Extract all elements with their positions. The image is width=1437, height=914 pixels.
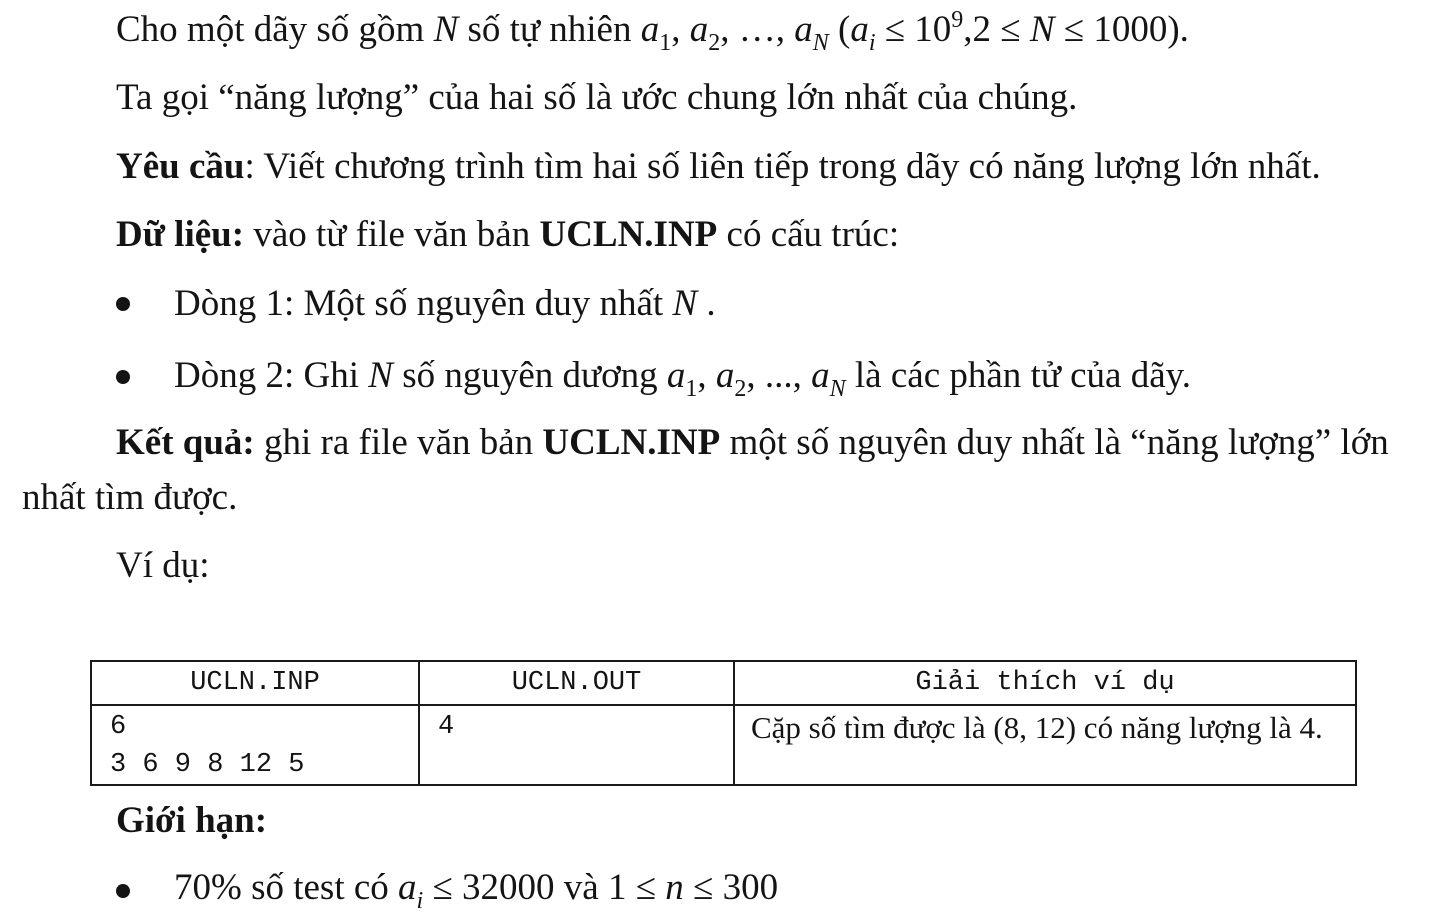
limits-heading: Giới hạn:: [116, 800, 268, 841]
header-output: UCLN.OUT: [419, 661, 734, 705]
limit-item: 70% số test có $a_i \le 32000$ và 1 ≤ n ≤ 300: [174, 867, 779, 914]
example-explanation-text: Cặp số tìm được là (8, 12) có năng lượng là 4.: [751, 710, 1323, 745]
seq-a2: $a_2$: [689, 9, 721, 56]
bullet-dot: [116, 297, 130, 311]
example-output-cell: [419, 705, 734, 785]
input-line1-spec: Dòng 1: Một số nguyên duy nhất N .: [174, 283, 716, 324]
requirement-label: Yêu cầu: [116, 146, 245, 187]
example-input-line2: 3 6 9 8 12 5: [110, 750, 305, 780]
seq-a2: $a_2$: [715, 355, 747, 402]
bullet-dot: [116, 370, 130, 384]
intro-text: Cho một dãy số gồm: [116, 9, 425, 50]
output-spec: Kết quả: ghi ra file văn bản UCLN.INP một số nguyên duy nhất là “năng lượng” lớn: [116, 422, 1389, 463]
energy-definition: Ta gọi “năng lượng” của hai số là ước chung lớn nhất của chúng.: [116, 77, 1078, 118]
input-label: Dữ liệu:: [116, 214, 245, 255]
example-explanation-cell: [734, 705, 1356, 785]
example-input-line1: 6: [110, 712, 127, 742]
seq-a1: $a_1$: [640, 9, 672, 56]
output-spec-continuation: nhất tìm được.: [22, 477, 238, 518]
input-line2-spec: Dòng 2: Ghi N số nguyên dương $a_1$, $a_2$, ..., $a_N$ là các phần tử của dãy.: [174, 355, 1191, 402]
intro-natural-text: số tự nhiên: [467, 9, 632, 50]
seq-aN: $a_N$: [794, 9, 829, 56]
seq-aN: $a_N$: [811, 355, 846, 402]
example-output-value: 4: [438, 712, 455, 742]
constraint: $(a_i \le 10^9,2 \le N \le 1000)$.: [837, 7, 1189, 56]
output-file: UCLN.INP: [542, 422, 721, 463]
header-explanation: Giải thích ví dụ: [734, 661, 1356, 705]
input-spec: Dữ liệu: vào từ file văn bản UCLN.INP có cấu trúc:: [116, 214, 900, 255]
bullet-dot: [116, 884, 130, 898]
var-N: N: [433, 9, 459, 50]
seq-a1: $a_1$: [666, 355, 698, 402]
output-label: Kết quả:: [116, 422, 255, 463]
requirement-text: : Viết chương trình tìm hai số liên tiếp trong dãy có năng lượng lớn nhất.: [244, 146, 1321, 187]
example-input-cell: [91, 705, 419, 785]
input-file: UCLN.INP: [539, 214, 718, 255]
header-input: UCLN.INP: [91, 661, 419, 705]
requirement: [116, 145, 1321, 189]
example-label: Ví dụ:: [116, 545, 210, 586]
example-table: [90, 660, 1357, 786]
table-header-row: [91, 661, 1356, 705]
problem-statement-line: Cho một dãy số gồm N số tự nhiên $a_1$, $a_2$, …, $a_N$ $(a_i \le 10^9,2 \le N \le 1000)$.: [116, 7, 1189, 56]
table-row: [91, 705, 1356, 785]
